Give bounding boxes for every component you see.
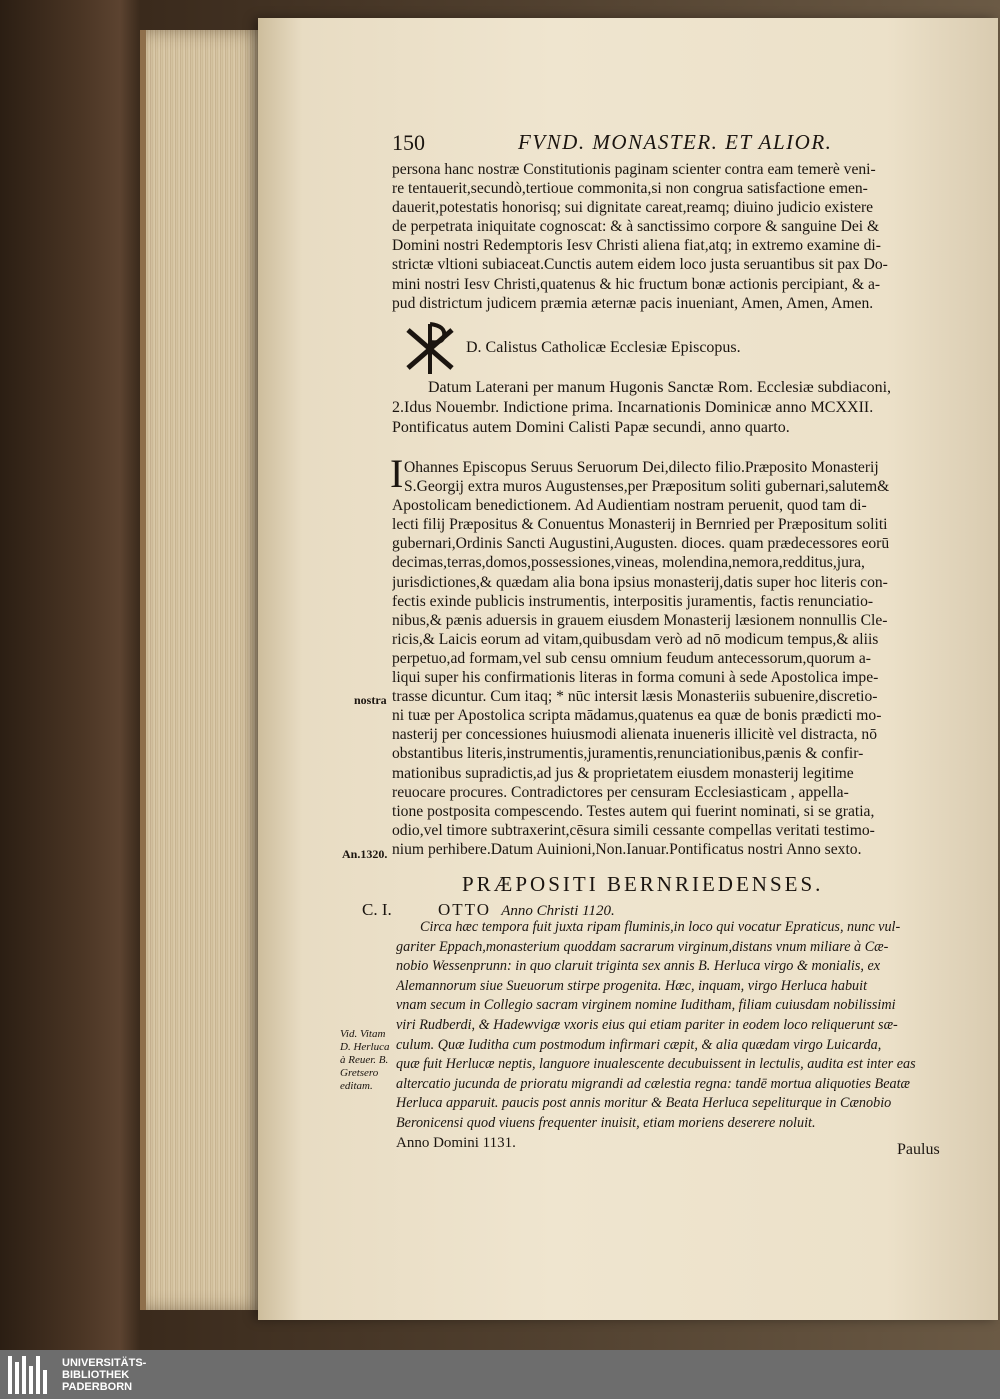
book-page-edges bbox=[140, 30, 266, 1310]
otto-year: Anno Christi 1120. bbox=[501, 903, 615, 919]
text-line: Anno Domini 1131. bbox=[396, 1134, 516, 1151]
text-line: decimas,terras,domos,possessiones,vineas, molendina,nemora,redditus,jura, bbox=[392, 554, 865, 572]
page-number: 150 bbox=[392, 130, 425, 155]
text-line: mini nostri Iesv Christi,quatenus & hic fructum bonæ actionis percipiant, & a- bbox=[392, 275, 881, 293]
text-line: mationibus supradictis,ad jus & proprietatem eiusdem monasterij legitime bbox=[392, 764, 854, 782]
text-line: obstantibus literis,instrumentis,juramentis,renunciationibus,pænis & confir- bbox=[392, 745, 864, 763]
library-name-line2: BIBLIOTHEK bbox=[62, 1369, 130, 1381]
chi-rho-monogram-icon bbox=[402, 322, 458, 376]
text-line: re tentauerit,secundò,tertioue commonita,si non congrua satisfactione emen- bbox=[392, 180, 868, 198]
datum-block bbox=[392, 378, 952, 438]
text-line: culum. Quæ Iuditha cum postmodum infirmari cæpit, & alia quædam virgo Luicarda, bbox=[396, 1036, 882, 1053]
text-line: ni tuæ per Apostolica scripta mādamus,quatenus ea quæ de bonis prædicti mo- bbox=[392, 707, 882, 725]
note-line: editam. bbox=[340, 1080, 373, 1092]
drop-cap: I bbox=[390, 451, 404, 496]
text-line: Pontificatus autem Domini Calisti Papæ secundi, anno quarto. bbox=[392, 419, 790, 436]
text-line: strictæ vltioni subiaceat.Cunctis autem eidem loco justa seruantibus sit pax Do- bbox=[392, 256, 888, 274]
otto-text bbox=[396, 918, 944, 1153]
text-line: S.Georgij extra muros Augustenses,per Præpositum soliti gubernari,salutem& bbox=[404, 478, 890, 496]
note-line: Gretsero bbox=[340, 1067, 379, 1079]
catchword: Paulus bbox=[897, 1141, 940, 1158]
text-line: odio,vel timore subtraxerint,cēsura simili cessante compellas veritati testimo- bbox=[392, 821, 875, 839]
text-line: gubernari,Ordinis Sancti Augustini,Augusten. dioces. quam prædecessores eorū bbox=[392, 535, 890, 553]
text-line: perpetuo,ad formam,vel sub censu omnium feudum antecessorum,quorum a- bbox=[392, 649, 871, 667]
text-line: trasse dicuntur. Cum itaq; * nūc intersit læsis Monasteriis subuenire,discretio- bbox=[392, 688, 878, 706]
text-line: Alemannorum siue Sueuorum stirpe progenita. Hæc, inquam, virgo Herluca habuit bbox=[396, 977, 868, 994]
text-line: nobio Wessenprunn: in quo claruit triginta sex annis B. Herluca virgo & monialis, ex bbox=[396, 958, 881, 975]
text-line: Domini nostri Redemptoris Iesv Christi aliena fiat,atq; in extremo examine di- bbox=[392, 237, 881, 255]
text-line: Beronicensi quod viuens frequenter inuisit, etiam moriens deserere noluit. bbox=[396, 1114, 816, 1131]
text-line: jurisdictiones,& quædam alia bona ipsius monasterij,datis super hoc literis con- bbox=[392, 573, 888, 591]
text-line: de perpetrata iniquitate cognoscat: & à sanctissimo corpore & sanguine Dei & bbox=[392, 218, 880, 236]
text-line: vnam secum in Collegio sacram virginem nomine Iuditham, filiam cuiusdam nobilissimi bbox=[396, 997, 896, 1014]
text-line: fectis exinde publicis instrumentis, interpositis juramentis, factis renunciatio- bbox=[392, 592, 874, 610]
text-line: persona hanc nostræ Constitutionis paginam scienter contra eam temerè veni- bbox=[392, 161, 876, 178]
signature-line: D. Calistus Catholicæ Ecclesiæ Episcopus. bbox=[466, 339, 741, 356]
note-line: Vid. Vitam bbox=[340, 1028, 386, 1040]
otto-heading bbox=[362, 900, 615, 920]
otto-name: OTTO bbox=[438, 900, 492, 919]
text-line: nium perhibere.Datum Auinioni,Non.Ianuar.Pontificatus nostri Anno sexto. bbox=[392, 840, 862, 858]
library-name-line1: UNIVERSITÄTS- bbox=[62, 1357, 147, 1369]
text-line: Ohannes Episcopus Seruus Seruorum Dei,dilecto filio.Præposito Monasterij bbox=[404, 459, 879, 476]
text-line: altercatio jucunda de prioratu migrandi ad cælestia regna: tandē mortua aliquoties Beatæ bbox=[396, 1075, 910, 1092]
text-line: viri Rudberdi, & Hadewvigæ vxoris eius qui etiam pariter in eodem loco reliquerunt sæ- bbox=[396, 1016, 898, 1033]
text-line: pud districtum judicem præmia æternæ pacis inueniant, Amen, Amen, Amen. bbox=[392, 294, 874, 312]
text-line: dauerit,potestatis honorisq; sui dignitate careat,reamq; diuino judicio existere bbox=[392, 199, 874, 217]
note-line: à Reuer. B. bbox=[340, 1054, 389, 1066]
margin-note-year: An.1320. bbox=[342, 847, 388, 861]
text-line: quæ fuit Herlucæ neptis, languore inualescente decubuissent in lectulis, audita est inter eas bbox=[396, 1056, 916, 1073]
library-logo-icon bbox=[8, 1356, 58, 1394]
text-line: tione postposita compescendo. Testes autem qui fuerint nominati, si se gratia, bbox=[392, 802, 875, 820]
section-title: PRÆPOSITI BERNRIEDENSES. bbox=[462, 872, 824, 896]
text-line: reuocare procures. Contradictores per censuram Ecclesiasticam , appella- bbox=[392, 783, 849, 801]
text-line: ricis,& Laicis eorum ad vitam,quibusdam verò ad nō modicum tempus,& aliis bbox=[392, 630, 879, 648]
margin-note-vita bbox=[340, 1028, 390, 1093]
text-line: Circa hæc tempora fuit juxta ripam fluminis,in loco qui vocatur Epraticus, nunc vul- bbox=[420, 919, 901, 935]
text-line: Herluca apparuit. paucis post annis moritur & Beata Herluca sepeliturque in Cænobio bbox=[396, 1095, 892, 1112]
library-name-line3: PADERBORN bbox=[62, 1381, 133, 1393]
text-line: nasterij per concessiones huiusmodi alienata inueneris illicitè vel distracta, nō bbox=[392, 726, 877, 744]
text-line: 2.Idus Nouembr. Indictione prima. Incarnationis Dominicæ anno MCXXII. bbox=[392, 399, 874, 416]
text-line: nibus,& pænis aduersis in grauem eiusdem Monasterij læsionem nonnullis Cle- bbox=[392, 611, 888, 629]
text-line: lecti filij Præpositus & Conuentus Monasterij in Bernried per Præpositum soliti bbox=[392, 516, 888, 534]
letter-body bbox=[392, 458, 952, 859]
margin-note-nostra: nostra bbox=[354, 693, 387, 707]
running-title: FVND. MONASTER. ET ALIOR. bbox=[518, 130, 833, 154]
library-footer-bar bbox=[0, 1350, 1000, 1399]
closing-paragraph bbox=[392, 160, 952, 313]
otto-number: C. I. bbox=[362, 900, 392, 919]
text-line: Datum Laterani per manum Hugonis Sanctæ Rom. Ecclesiæ subdiaconi, bbox=[428, 379, 892, 396]
text-line: liqui super his confirmationis literas in forma comuni à sede Apostolica impe- bbox=[392, 669, 879, 687]
text-line: Apostolicam benedictionem. Ad Audientiam nostram peruenit, quod tam di- bbox=[392, 497, 867, 515]
text-line: gariter Eppach,monasterium quoddam sacrarum virginum,distans vnum miliare à Cæ- bbox=[396, 938, 889, 955]
note-line: D. Herluca bbox=[340, 1041, 390, 1053]
